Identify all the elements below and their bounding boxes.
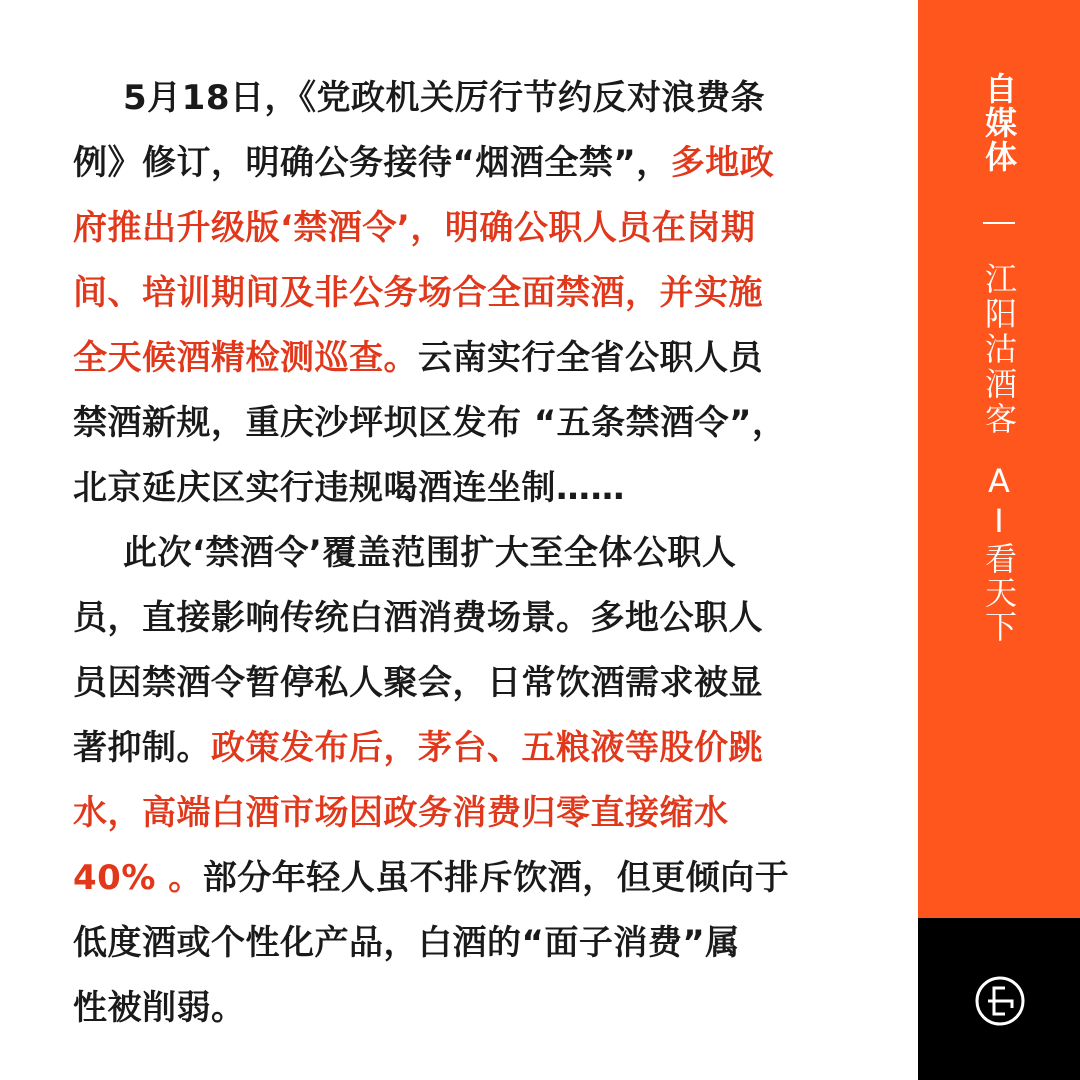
highlight-text: 多地政 [670, 143, 775, 183]
text-line: 员因禁酒令暂停私人聚会，日常饮酒需求被显 [73, 663, 763, 703]
text-line: 低度酒或个性化产品，白酒的“面子消费”属 [73, 923, 740, 963]
sidebar-divider [983, 222, 1015, 224]
text-line [73, 716, 843, 781]
paragraph-1 [73, 66, 843, 521]
text-line [73, 326, 843, 391]
article-body [73, 66, 843, 1041]
highlight-line: 间、培训期间及非公务场合全面禁酒，并实施 [73, 273, 763, 313]
sidebar [918, 0, 1080, 1080]
text-segment: 云南实行全省公职人员 [418, 338, 763, 378]
text-line: 性被削弱。 [73, 988, 246, 1028]
sidebar-orange-panel [918, 0, 1080, 918]
circle-monogram-logo-icon [974, 975, 1026, 1027]
sidebar-black-panel [918, 918, 1080, 1080]
highlight-text: 40% 。 [73, 858, 203, 898]
text-line: 5月18日，《党政机关厉行节约反对浪费条 [123, 78, 765, 118]
highlight-text: 政策发布后，茅台、五粮液等股价跳 [211, 728, 763, 768]
text-segment: 例》修订，明确公务接待“烟酒全禁”， [73, 143, 671, 183]
text-line: 北京延庆区实行违规喝酒连坐制…… [73, 468, 625, 508]
text-line: 此次‘禁酒令’覆盖范围扩大至全体公职人 [123, 533, 737, 573]
text-segment: 部分年轻人虽不排斥饮酒，但更倾向于 [202, 858, 790, 898]
paragraph-2 [73, 521, 843, 1041]
text-line: 员，直接影响传统白酒消费场景。多地公职人 [73, 598, 763, 638]
text-line [73, 846, 843, 911]
text-line: 禁酒新规，重庆沙坪坝区发布 “五条禁酒令”， [73, 403, 787, 443]
sidebar-label-column: AI看天下 [980, 462, 1018, 644]
highlight-line: 府推出升级版‘禁酒令’，明确公职人员在岗期 [73, 208, 756, 248]
sidebar-label-media: 自媒体 [980, 72, 1018, 174]
highlight-text: 全天候酒精检测巡查。 [73, 338, 418, 378]
sidebar-label-author: 江阳沽酒客 [980, 262, 1018, 437]
highlight-line: 水，高端白酒市场因政务消费归零直接缩水 [73, 793, 729, 833]
text-segment: 著抑制。 [73, 728, 211, 768]
text-line [73, 131, 843, 196]
